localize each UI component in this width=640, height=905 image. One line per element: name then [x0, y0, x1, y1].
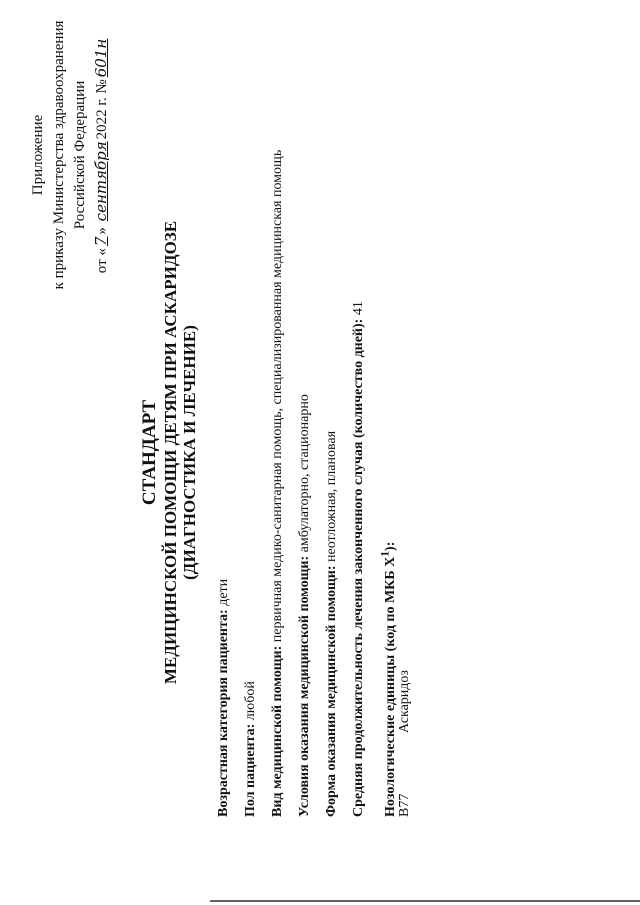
field-age-label: Возрастная категория пациента:	[216, 609, 231, 817]
field-age-value: дети	[216, 578, 231, 610]
appendix-block	[28, 5, 113, 305]
appendix-order: к приказу Министерства здравоохранения	[51, 20, 67, 290]
standard-title	[140, 0, 199, 905]
field-conditions	[297, 394, 313, 817]
field-conditions-value: амбулаторно, стационарно	[297, 394, 312, 556]
title-main: МЕДИЦИНСКОЙ ПОМОЩИ ДЕТЯМ ПРИ АСКАРИДОЗЕ	[161, 220, 180, 685]
field-care-type-label: Вид медицинской помощи:	[270, 645, 285, 817]
disease-name: Аскаридоз	[397, 670, 412, 733]
date-prefix: от «	[94, 248, 110, 274]
field-age	[216, 579, 232, 817]
field-sex-value: любой	[243, 681, 258, 724]
field-duration	[351, 301, 367, 817]
footnote-mark: 1	[378, 550, 391, 557]
icd-code: B77	[397, 793, 412, 817]
title-sub: (ДИАГНОСТИКА И ЛЕЧЕНИЕ)	[180, 325, 199, 580]
field-sex	[243, 681, 259, 817]
field-form-label: Форма оказания медицинской помощи:	[324, 565, 339, 817]
appendix-title: Приложение	[30, 114, 46, 196]
appendix-federation: Российской Федерации	[72, 80, 88, 230]
nosology-label-text: Нозологические единицы (код по МКБ X	[382, 556, 398, 817]
field-care-type-value: первичная медико-санитарная помощь, специализированная медицинская помощь	[270, 149, 285, 646]
field-duration-label: Средняя продолжительность лечения законченного случая (количество дней):	[351, 318, 366, 817]
field-nosology	[378, 542, 399, 817]
date-month: сентября	[92, 141, 110, 222]
title-standard: СТАНДАРТ	[139, 399, 160, 506]
field-nosology-label	[378, 541, 398, 817]
page-bottom-rule	[210, 900, 640, 902]
appendix-date-line	[91, 5, 113, 305]
date-year: 2022 г. №	[94, 79, 110, 140]
field-care-type	[270, 150, 286, 817]
order-number: 601н	[92, 38, 110, 78]
field-form-value: неотложная, плановая	[324, 430, 339, 566]
nosology-row	[397, 670, 413, 817]
field-form	[324, 431, 340, 817]
date-day: 7	[92, 236, 110, 247]
nosology-label-end: ):	[382, 541, 398, 551]
field-conditions-label: Условия оказания медицинской помощи:	[297, 555, 312, 817]
field-sex-label: Пол пациента:	[243, 723, 258, 817]
field-duration-value: 41	[351, 301, 366, 319]
date-mid: »	[94, 227, 110, 235]
